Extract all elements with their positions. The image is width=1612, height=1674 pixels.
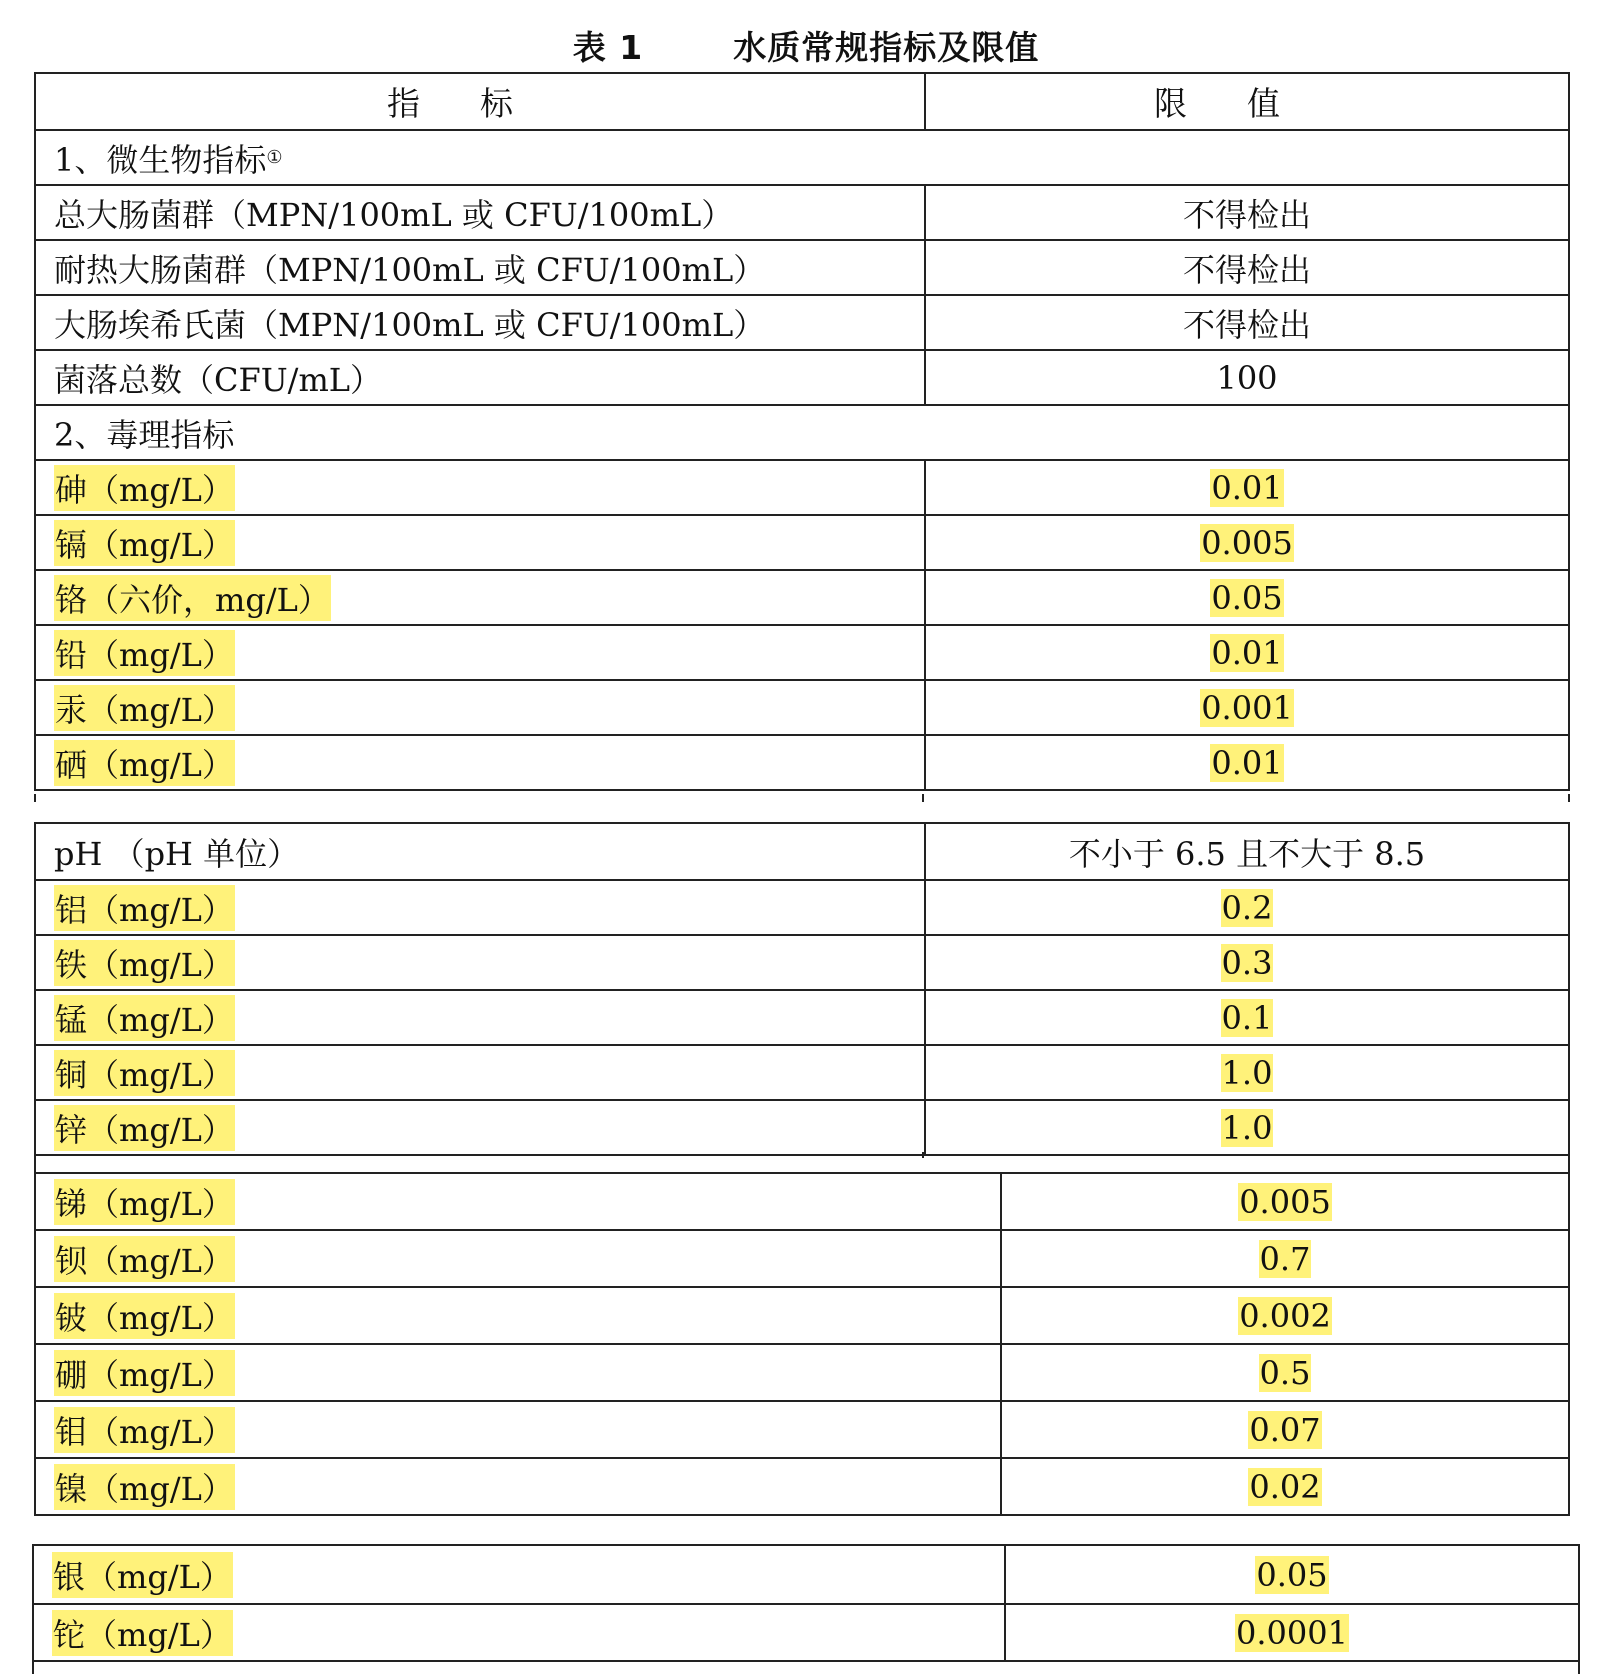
section-row [36,129,1568,184]
limit-value: 0.3 [1221,943,1273,982]
indicator-name: 耐热大肠菌群（MPN/100mL 或 CFU/100mL） [54,250,766,289]
limit-value: 0.07 [1249,1410,1321,1449]
indicator-cell [36,516,924,569]
limit-value: 0.0001 [1236,1613,1348,1652]
limit-value: 0.005 [1239,1182,1331,1221]
indicator-name: 铁（mg/L） [54,940,235,986]
header-indicator: 指标 [387,84,573,123]
limit-cell [924,516,1568,569]
limit-value: 0.05 [1211,578,1283,617]
limit-cell [1000,1345,1568,1400]
limit-value: 100 [1216,358,1278,397]
indicator-name: 硒（mg/L） [54,740,235,786]
limit-cell [924,881,1568,934]
indicator-cell [36,241,924,294]
limit-cell [1000,1288,1568,1343]
table-row [36,1099,1568,1154]
indicator-cell [36,296,924,349]
table-row [36,1229,1568,1286]
limit-value: 1.0 [1221,1108,1273,1147]
table-row [36,349,1568,404]
indicator-name: 钼（mg/L） [54,1407,235,1453]
indicator-cell [36,681,924,734]
limit-cell [924,824,1568,879]
table-row [34,1546,1578,1603]
limit-value: 不得检出 [1182,195,1311,234]
table-title [0,22,1612,69]
indicator-cell [36,461,924,514]
table-row [36,824,1568,879]
cut-row [34,1660,1578,1674]
indicator-name: 砷（mg/L） [54,465,235,511]
table-row [36,624,1568,679]
limit-value: 0.5 [1259,1353,1311,1392]
cut-row [36,1156,1568,1172]
table-row [36,239,1568,294]
indicator-name: 总大肠菌群（MPN/100mL 或 CFU/100mL） [54,195,734,234]
table-row [36,734,1568,789]
indicator-name: 锌（mg/L） [54,1105,235,1151]
table-row [36,569,1568,624]
indicator-cell [36,881,924,934]
indicator-cell [36,1231,1000,1286]
indicator-name: 钡（mg/L） [54,1236,235,1282]
indicator-cell [36,1459,1000,1514]
table-toxicology-more [34,1154,1570,1516]
header-row [36,74,1568,129]
section-toxicology: 2、毒理指标 [54,415,235,454]
limit-value: 0.002 [1239,1296,1331,1335]
limit-value: 0.005 [1201,523,1293,562]
indicator-name: 铬（六价，mg/L） [54,575,331,621]
indicator-cell [36,1402,1000,1457]
limit-cell [1004,1605,1578,1660]
table-row [36,1343,1568,1400]
limit-value: 0.2 [1221,888,1273,927]
limit-cell [1004,1546,1578,1603]
indicator-name: 银（mg/L） [52,1552,233,1598]
indicator-cell [36,1101,924,1154]
limit-value: 0.02 [1249,1467,1321,1506]
indicator-cell [34,1605,1004,1660]
table-general-indicators [34,822,1570,1156]
indicator-cell [36,736,924,789]
limit-cell [924,991,1568,1044]
limit-cell [924,461,1568,514]
limit-cell [924,681,1568,734]
table-row [36,1457,1568,1514]
table-number: 表 1 [572,28,644,67]
indicator-cell [36,186,924,239]
limit-cell [924,186,1568,239]
limit-value: 1.0 [1221,1053,1273,1092]
indicator-cell [36,936,924,989]
indicator-cell [36,626,924,679]
limit-value: 0.05 [1256,1555,1328,1594]
table-row [34,1603,1578,1660]
indicator-cell [36,571,924,624]
table-row [36,1286,1568,1343]
indicator-name: 铍（mg/L） [54,1293,235,1339]
limit-value: 0.01 [1211,743,1283,782]
indicator-name: 镉（mg/L） [54,520,235,566]
table-row [36,514,1568,569]
table-edge [34,794,36,802]
table-main [34,72,1570,791]
limit-value: 0.01 [1211,468,1283,507]
limit-cell [1000,1231,1568,1286]
indicator-name: 锰（mg/L） [54,995,235,1041]
table-row [36,184,1568,239]
indicator-cell [36,351,924,404]
limit-cell [924,1046,1568,1099]
limit-cell [924,571,1568,624]
indicator-name: 锑（mg/L） [54,1179,235,1225]
limit-cell [924,296,1568,349]
limit-value: 0.1 [1221,998,1273,1037]
indicator-cell [36,1174,1000,1229]
indicator-name: 汞（mg/L） [54,685,235,731]
table-row [36,934,1568,989]
indicator-name: 镍（mg/L） [54,1464,235,1510]
indicator-cell [36,824,924,879]
indicator-name: 菌落总数（CFU/mL） [54,360,383,399]
table-caption: 水质常规指标及限值 [733,28,1040,67]
indicator-cell [34,1546,1004,1603]
indicator-cell [36,1345,1000,1400]
limit-value: 不得检出 [1182,305,1311,344]
header-limit: 限值 [924,74,1568,129]
limit-value: 不得检出 [1182,250,1311,289]
limit-cell [924,736,1568,789]
section-row [36,404,1568,459]
table-edge [922,794,924,802]
limit-cell [924,1101,1568,1154]
table-row [36,1044,1568,1099]
limit-cell [1000,1174,1568,1229]
limit-value: 0.7 [1259,1239,1311,1278]
table-row [36,879,1568,934]
indicator-name: pH （pH 单位） [54,834,300,873]
indicator-name: 铝（mg/L） [54,885,235,931]
table-row [36,989,1568,1044]
limit-cell [924,936,1568,989]
indicator-name: 铅（mg/L） [54,630,235,676]
indicator-name: 硼（mg/L） [54,1350,235,1396]
indicator-name: 铊（mg/L） [52,1610,233,1656]
indicator-cell [36,1046,924,1099]
table-row [36,294,1568,349]
indicator-name: 大肠埃希氏菌（MPN/100mL 或 CFU/100mL） [54,305,766,344]
table-row [36,679,1568,734]
indicator-cell [36,991,924,1044]
limit-cell [1000,1459,1568,1514]
section-microbial: 1、微生物指标 ① [54,140,283,179]
footnote-marker: ① [266,147,283,168]
table-edge [1568,794,1570,802]
limit-cell [924,241,1568,294]
limit-value: 0.001 [1201,688,1293,727]
limit-cell [924,626,1568,679]
limit-value: 0.01 [1211,633,1283,672]
limit-cell [924,351,1568,404]
table-row [36,459,1568,514]
table-toxicology-end [32,1544,1580,1674]
limit-value: 不小于 6.5 且不大于 8.5 [1068,834,1426,873]
limit-cell [1000,1402,1568,1457]
indicator-cell [36,1288,1000,1343]
table-row [36,1172,1568,1229]
indicator-name: 铜（mg/L） [54,1050,235,1096]
table-row [36,1400,1568,1457]
